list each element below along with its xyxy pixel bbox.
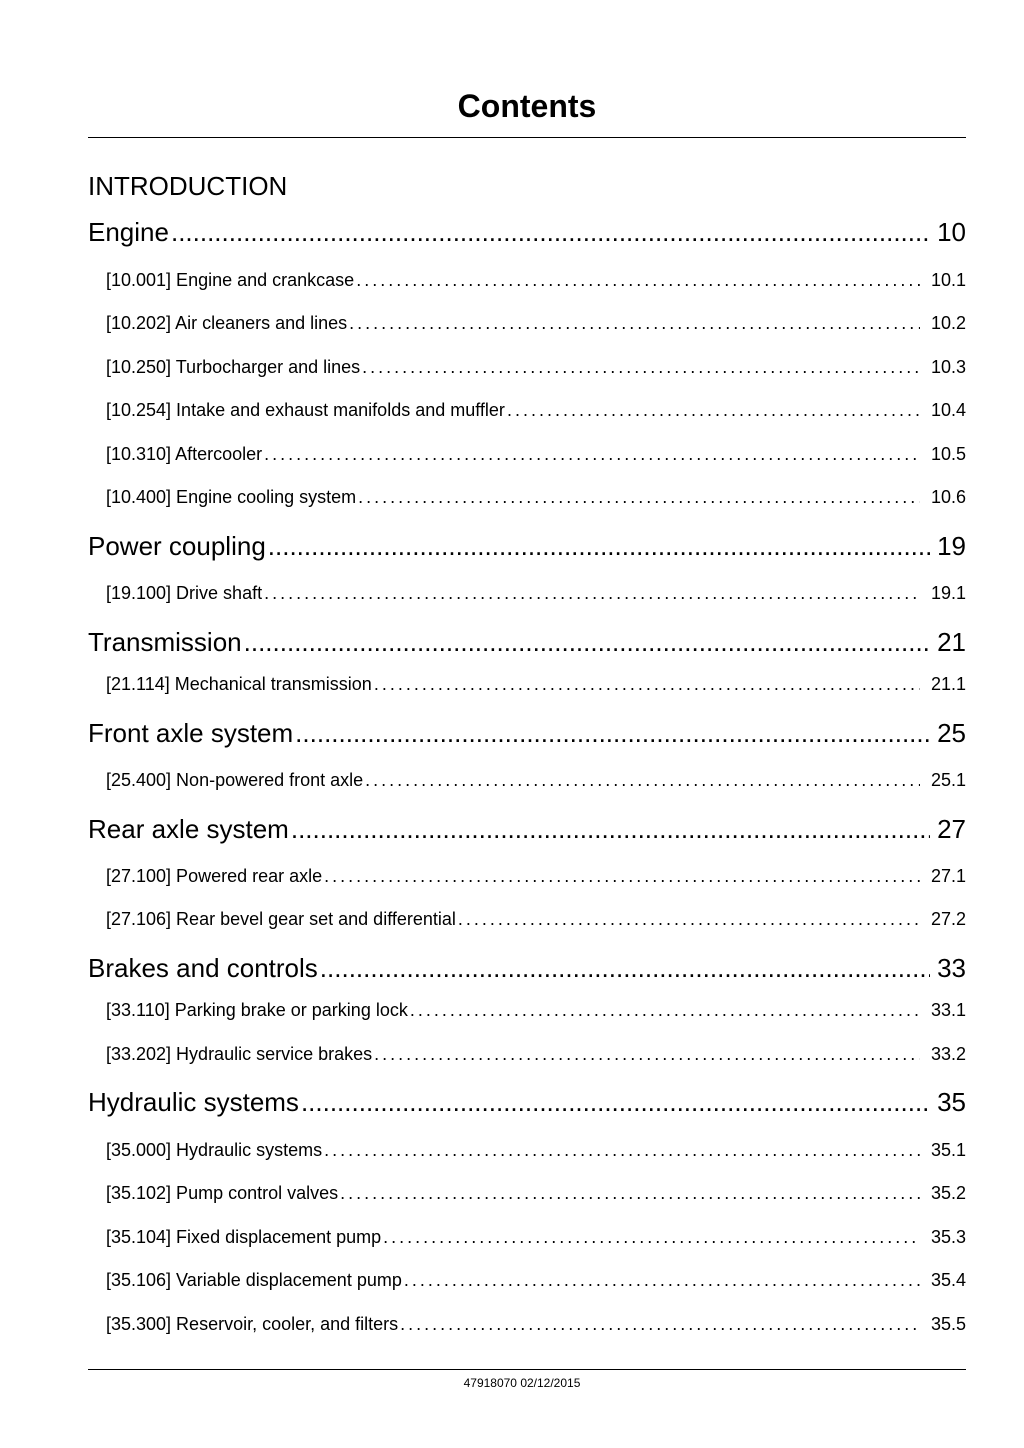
toc-section[interactable] xyxy=(106,864,966,888)
toc-section[interactable] xyxy=(106,1312,966,1336)
toc-page-number: 35 xyxy=(937,1087,966,1117)
toc-section[interactable] xyxy=(106,768,966,792)
toc-chapter-transmission[interactable] xyxy=(88,626,966,658)
dot-leader xyxy=(324,1138,920,1162)
toc-section-label: [35.106] Variable displacement pump xyxy=(106,1270,402,1290)
toc-page-number: 19.1 xyxy=(930,583,966,603)
dot-leader xyxy=(374,672,920,696)
toc-page-number: 35.1 xyxy=(930,1140,966,1160)
toc-page-number: 35.4 xyxy=(930,1270,966,1290)
title-divider xyxy=(88,137,966,138)
dot-leader xyxy=(171,216,930,248)
toc-section-label: [25.400] Non-powered front axle xyxy=(106,770,364,790)
dot-leader xyxy=(507,398,920,422)
footer-divider xyxy=(88,1369,966,1370)
toc-section[interactable] xyxy=(106,311,966,335)
toc-page-number: 33.1 xyxy=(930,1000,966,1020)
toc-section[interactable] xyxy=(106,485,966,509)
dot-leader xyxy=(458,907,920,931)
toc-section-label: [35.000] Hydraulic systems xyxy=(106,1140,323,1160)
dot-leader xyxy=(404,1268,920,1292)
toc-section[interactable] xyxy=(106,1268,966,1292)
dot-leader xyxy=(264,442,920,466)
toc-page-number: 10.3 xyxy=(930,357,966,377)
dot-leader xyxy=(268,530,930,562)
toc-section-label: [10.400] Engine cooling system xyxy=(106,487,357,507)
toc-chapter-label: Hydraulic systems xyxy=(88,1087,299,1117)
toc-section-label: [27.100] Powered rear axle xyxy=(106,866,323,886)
dot-leader xyxy=(374,1042,920,1066)
toc-page-number: 35.3 xyxy=(930,1227,966,1247)
toc-page-number: 19 xyxy=(937,531,966,561)
toc-section[interactable] xyxy=(106,442,966,466)
toc-section-label: [19.100] Drive shaft xyxy=(106,583,263,603)
toc-chapter-front-axle-system[interactable] xyxy=(88,717,966,749)
toc-page-number: 35.5 xyxy=(930,1314,966,1334)
dot-leader xyxy=(358,485,920,509)
toc-page-number: 35.2 xyxy=(930,1183,966,1203)
toc-chapter-label: Rear axle system xyxy=(88,814,289,844)
toc-page-number: 10.6 xyxy=(930,487,966,507)
dot-leader xyxy=(244,626,930,658)
toc-section[interactable] xyxy=(106,581,966,605)
dot-leader xyxy=(340,1181,920,1205)
toc-chapter-label: Brakes and controls xyxy=(88,953,318,983)
dot-leader xyxy=(356,268,920,292)
toc-section[interactable] xyxy=(106,1181,966,1205)
toc-page-number: 21 xyxy=(937,627,966,657)
dot-leader xyxy=(324,864,920,888)
toc-chapter-hydraulic-systems[interactable] xyxy=(88,1086,966,1118)
toc-section-label: [21.114] Mechanical transmission xyxy=(106,674,372,694)
dot-leader xyxy=(295,717,930,749)
toc-chapter-brakes-and-controls[interactable] xyxy=(88,952,966,984)
toc-section[interactable] xyxy=(106,998,966,1022)
toc-page-number: 10.4 xyxy=(930,400,966,420)
toc-section[interactable] xyxy=(106,398,966,422)
toc-page-number: 10.5 xyxy=(930,444,966,464)
toc-page-number: 21.1 xyxy=(930,674,966,694)
toc-page-number: 10 xyxy=(937,217,966,247)
toc-page-number: 27 xyxy=(937,814,966,844)
dot-leader xyxy=(320,952,930,984)
toc-section-label: [10.001] Engine and crankcase xyxy=(106,270,355,290)
toc-section-label: [35.102] Pump control valves xyxy=(106,1183,339,1203)
dot-leader xyxy=(383,1225,920,1249)
page-title: Contents xyxy=(457,88,597,124)
dot-leader xyxy=(400,1312,920,1336)
toc-chapter-power-coupling[interactable] xyxy=(88,530,966,562)
intro-heading[interactable]: INTRODUCTION xyxy=(88,171,288,201)
toc-page-number: 33.2 xyxy=(930,1044,966,1064)
toc-page-number: 25 xyxy=(937,718,966,748)
toc-section[interactable] xyxy=(106,268,966,292)
toc-section[interactable] xyxy=(106,1225,966,1249)
toc-section-label: [10.254] Intake and exhaust manifolds and muffler xyxy=(106,400,505,420)
dot-leader xyxy=(291,813,930,845)
toc-section[interactable] xyxy=(106,1138,966,1162)
toc-page-number: 10.2 xyxy=(930,313,966,333)
toc-section-label: [35.104] Fixed displacement pump xyxy=(106,1227,382,1247)
toc-section-label: [27.106] Rear bevel gear set and differential xyxy=(106,909,456,929)
toc-section[interactable] xyxy=(106,355,966,379)
toc-page-number: 10.1 xyxy=(930,270,966,290)
dot-leader xyxy=(301,1086,930,1118)
toc-page-number: 27.1 xyxy=(930,866,966,886)
toc-section[interactable] xyxy=(106,672,966,696)
toc-chapter-label: Power coupling xyxy=(88,531,266,561)
toc-section-label: [10.250] Turbocharger and lines xyxy=(106,357,361,377)
toc-section-label: [10.310] Aftercooler xyxy=(106,444,263,464)
toc-chapter-label: Front axle system xyxy=(88,718,294,748)
toc-section-label: [33.110] Parking brake or parking lock xyxy=(106,1000,408,1020)
toc-section-label: [35.300] Reservoir, cooler, and filters xyxy=(106,1314,399,1334)
toc-chapter-engine[interactable] xyxy=(88,216,966,248)
toc-chapter-rear-axle-system[interactable] xyxy=(88,813,966,845)
toc-section[interactable] xyxy=(106,1042,966,1066)
dot-leader xyxy=(410,998,920,1022)
toc-section-label: [33.202] Hydraulic service brakes xyxy=(106,1044,373,1064)
footer-doc-id: 47918070 02/12/2015 xyxy=(463,1376,581,1390)
toc-section-label: [10.202] Air cleaners and lines xyxy=(106,313,348,333)
toc-chapter-label: Engine xyxy=(88,217,169,247)
toc-page-number: 25.1 xyxy=(930,770,966,790)
toc-chapter-label: Transmission xyxy=(88,627,242,657)
toc-section[interactable] xyxy=(106,907,966,931)
dot-leader xyxy=(362,355,920,379)
toc-page-number: 27.2 xyxy=(930,909,966,929)
dot-leader xyxy=(349,311,920,335)
dot-leader xyxy=(264,581,920,605)
dot-leader xyxy=(365,768,920,792)
toc-page-number: 33 xyxy=(937,953,966,983)
